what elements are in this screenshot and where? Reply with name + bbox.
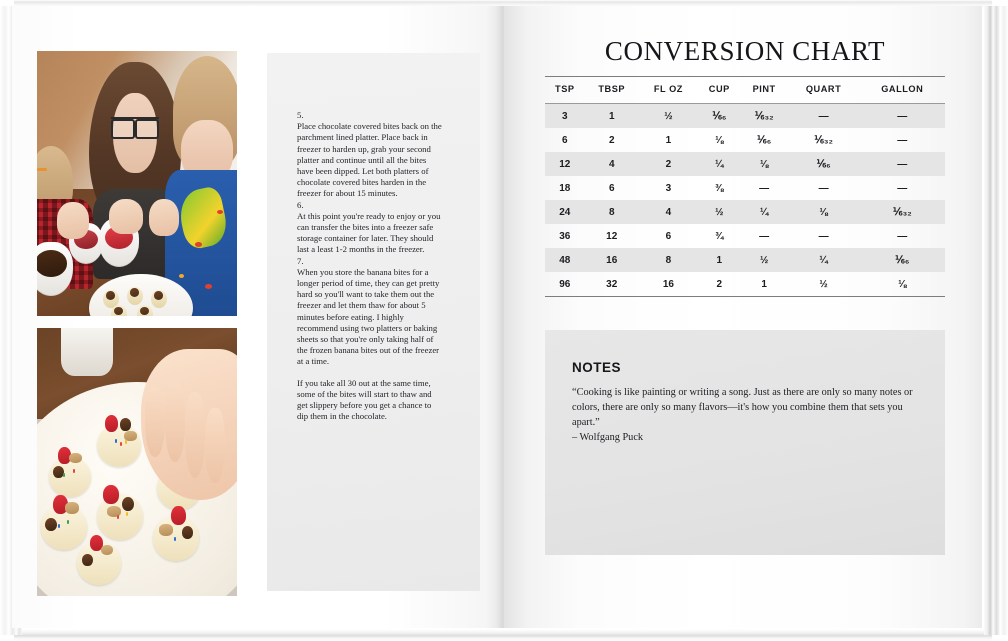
page-title: CONVERSION CHART (604, 36, 886, 66)
photo-child-reaching-for-banana-bites (37, 328, 237, 596)
cell: ½ (664, 110, 673, 122)
step-6-body: At this point you're ready to enjoy or you can transfer the bites into a freezer safe storage container for later. They should last a least 1-2 months in the freezer. (297, 210, 441, 255)
column-header-quart: QUART (788, 77, 860, 104)
table-row (545, 272, 945, 297)
column-header-gallon: GALLON (860, 77, 945, 104)
step-6-number: 6. (297, 199, 304, 210)
column-header-pint: PINT (741, 77, 788, 104)
cell: ½ (788, 272, 860, 297)
step-5-body: Place chocolate covered bites back on the parchment lined platter. Place back in freezer to harden up, grab your second platter and continue until all the bites have been dipped. Let both platters of chocolate covered bites harden in the freezer for about 15 minutes. (297, 121, 442, 199)
table-row (545, 224, 945, 248)
page-stack-bottom-edge (14, 629, 992, 641)
table-row (545, 200, 945, 224)
cell: ⅙₆ (757, 134, 772, 146)
cell: 6 (608, 182, 615, 194)
cell: ¼ (819, 254, 828, 266)
cell: — (897, 110, 908, 122)
cell: 2 (665, 158, 672, 170)
eyeglasses-detail (111, 117, 159, 135)
cell: — (897, 230, 908, 242)
cell: 3 (665, 182, 672, 194)
cell: 32 (585, 272, 639, 297)
cell: 4 (665, 206, 672, 218)
cell: 3 (562, 110, 568, 122)
table-row (545, 152, 945, 176)
cell: 8 (665, 254, 672, 266)
notes-content (572, 385, 920, 445)
closing-paragraph: If you take all 30 out at the same time, some of the bites will start to thaw and get slippery before you get a chance to dip them in the chocolate. (297, 377, 432, 422)
cell: — (759, 182, 770, 194)
cell: 8 (608, 206, 615, 218)
conversion-chart (545, 76, 945, 297)
cell: ⅛ (715, 134, 724, 146)
notes-quote: “Cooking is like painting or writing a song. Just as there are only so many notes or colors, there are only so many flavors—it's how you combine them that sets you apart.” (572, 387, 913, 428)
cell: ⅙₃₂ (892, 206, 912, 218)
step-7-number: 7. (297, 255, 304, 266)
cell: — (897, 158, 908, 170)
cell: ⅜ (715, 182, 724, 194)
cell: 2 (608, 134, 615, 146)
cell: ¾ (715, 230, 724, 242)
table-row (545, 176, 945, 200)
column-header-floz: FL OZ (639, 77, 698, 104)
cell: 4 (608, 158, 615, 170)
cell: 12 (559, 158, 571, 170)
column-header-tbsp: TBSP (585, 77, 639, 104)
step-5-number: 5. (297, 110, 304, 120)
cell: 6 (562, 134, 568, 146)
cell: — (818, 230, 829, 242)
cell: 1 (716, 254, 723, 266)
cell: 16 (639, 272, 698, 297)
cell: 18 (559, 182, 571, 194)
cell: 6 (665, 230, 672, 242)
column-header-cup: CUP (698, 77, 741, 104)
cell: ⅙₆ (816, 158, 831, 170)
cell: 36 (559, 230, 571, 242)
cell: ⅙₃₂ (754, 110, 774, 122)
page-stack-right-edge (984, 6, 1008, 635)
cell: 1 (741, 272, 788, 297)
cell: 1 (665, 134, 672, 146)
cell: ⅛ (819, 206, 828, 218)
cell: ⅛ (860, 272, 945, 297)
cell: ⅙₆ (895, 254, 910, 266)
table-row (545, 104, 945, 129)
table-row (545, 248, 945, 272)
left-page (12, 6, 504, 628)
cell: 16 (606, 254, 618, 266)
notes-heading: NOTES (572, 360, 622, 375)
cell: — (818, 110, 829, 122)
cell: ⅙₆ (712, 110, 727, 122)
cell: 24 (559, 206, 571, 218)
ceramic-cup (61, 328, 113, 376)
cell: ½ (759, 254, 769, 266)
table-row (545, 128, 945, 152)
conversion-table-body (545, 104, 945, 297)
notes-attribution: – Wolfgang Puck (572, 432, 644, 443)
recipe-steps (297, 110, 443, 422)
cell: 1 (608, 110, 615, 122)
cell: 48 (559, 254, 571, 266)
cell: — (897, 182, 908, 194)
cell: — (897, 134, 908, 146)
cell: ⅙₃₂ (814, 134, 833, 146)
step-7-body: When you store the banana bites for a longer period of time, they can get pretty hard so you'll want to take them out the freezer and let them thaw for about 5 minutes before eating. I highly recommend using two platters or baking sheets so that you're only taking half of the frozen banana bites out of the freezer at a time. (297, 266, 440, 367)
cell: 96 (545, 272, 585, 297)
cell: ½ (715, 206, 724, 218)
column-header-tsp: TSP (545, 77, 585, 104)
cell: — (759, 230, 770, 242)
cell: ¼ (759, 206, 769, 218)
cell: — (818, 182, 829, 194)
table-header-row (545, 77, 945, 104)
cell: 2 (698, 272, 741, 297)
cell: ¼ (715, 158, 724, 170)
cell: ⅛ (759, 158, 769, 170)
photo-family-making-banana-bites (37, 51, 237, 316)
cell: 12 (606, 230, 618, 242)
